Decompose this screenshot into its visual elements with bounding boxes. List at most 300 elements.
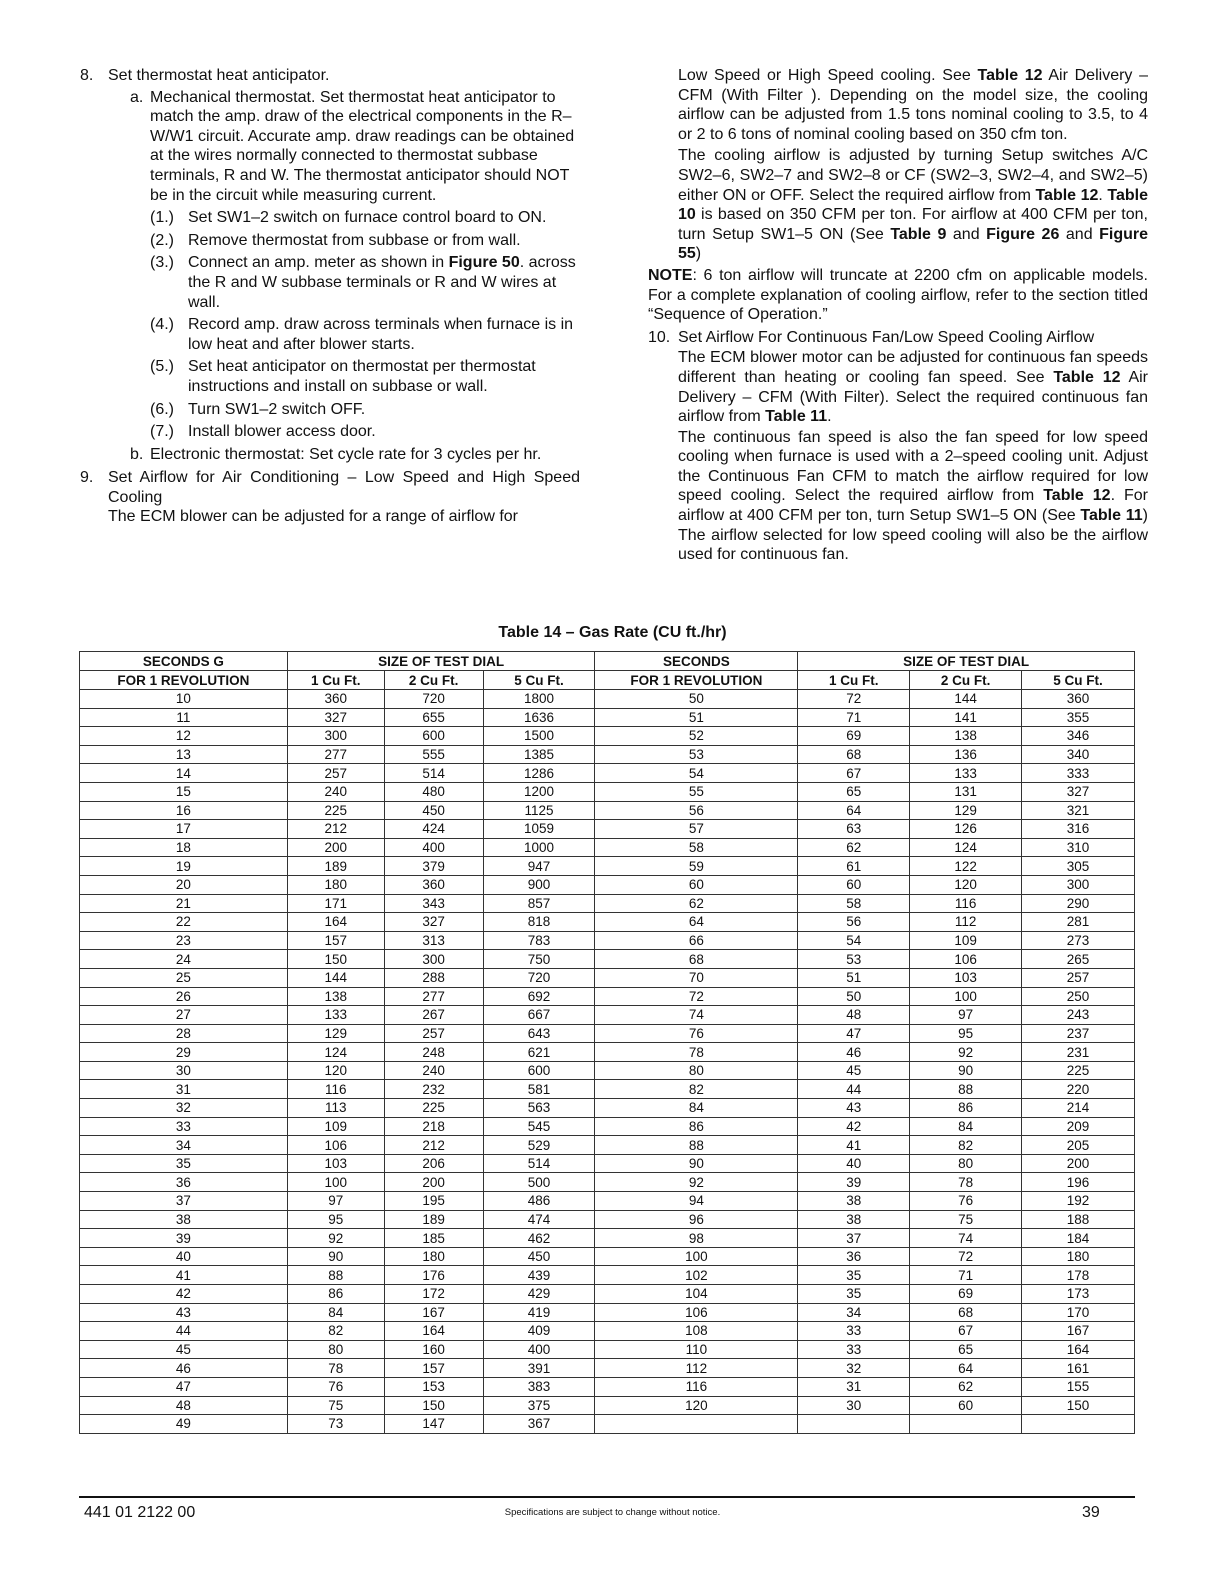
table-cell: 333: [1022, 764, 1135, 783]
table-cell: 355: [1022, 708, 1135, 727]
table-cell: 185: [384, 1229, 483, 1248]
table-cell: 100: [595, 1247, 798, 1266]
table-cell: 106: [910, 950, 1022, 969]
table-cell: 72: [798, 690, 910, 709]
header-cell: 2 Cu Ft.: [910, 671, 1022, 690]
table-cell: 14: [80, 764, 288, 783]
table-cell: 103: [910, 968, 1022, 987]
table-row: [80, 931, 1135, 950]
table-cell: 84: [595, 1099, 798, 1118]
table-cell: 225: [1022, 1061, 1135, 1080]
table-cell: 360: [287, 690, 384, 709]
table-cell: 35: [798, 1266, 910, 1285]
table-cell: 82: [287, 1322, 384, 1341]
table-cell: 133: [287, 1006, 384, 1025]
item-number: 9.: [80, 469, 94, 487]
table-cell: 58: [595, 838, 798, 857]
table-cell: 90: [910, 1061, 1022, 1080]
table-cell: 60: [910, 1396, 1022, 1415]
table-cell: 360: [384, 875, 483, 894]
table-cell: 11: [80, 708, 288, 727]
table-cell: 288: [384, 968, 483, 987]
table-cell: 53: [798, 950, 910, 969]
figure-ref: Figure 26: [986, 225, 1060, 243]
table-cell: 54: [595, 764, 798, 783]
table-cell: 138: [910, 727, 1022, 746]
table-row: [80, 1322, 1135, 1341]
table-cell: 400: [483, 1340, 595, 1359]
table-cell: 209: [1022, 1117, 1135, 1136]
table-cell: 71: [798, 708, 910, 727]
table-cell: 141: [910, 708, 1022, 727]
table-row: [80, 1043, 1135, 1062]
step-4: [80, 315, 580, 354]
table-cell: 171: [287, 894, 384, 913]
table-cell: 42: [80, 1285, 288, 1304]
table-cell: 310: [1022, 838, 1135, 857]
table-cell: 340: [1022, 745, 1135, 764]
table-cell: 173: [1022, 1285, 1135, 1304]
paragraph: [678, 348, 1148, 426]
table-cell: 1200: [483, 782, 595, 801]
table-cell: 321: [1022, 801, 1135, 820]
table-cell: 1385: [483, 745, 595, 764]
text: The cooling airflow is adjusted by turning Setup switches A/C SW2–6, SW2–7 and SW2–8 or CF (SW2–3, SW2–4, and SW2–5) either ON or OFF. Select the required airflow from: [678, 147, 1148, 204]
table-cell: 106: [595, 1303, 798, 1322]
table-cell: 144: [910, 690, 1022, 709]
table-cell: 192: [1022, 1192, 1135, 1211]
header-cell: FOR 1 REVOLUTION: [80, 671, 288, 690]
table-cell: 196: [1022, 1173, 1135, 1192]
table-cell: 67: [910, 1322, 1022, 1341]
table-cell: 74: [910, 1229, 1022, 1248]
table-cell: 45: [80, 1340, 288, 1359]
header-row: [80, 671, 1135, 690]
table-cell: 69: [798, 727, 910, 746]
table-cell: 96: [595, 1210, 798, 1229]
table-cell: 180: [1022, 1247, 1135, 1266]
table-cell: 50: [595, 690, 798, 709]
table-row: [80, 950, 1135, 969]
table-cell: 15: [80, 782, 288, 801]
table-row: [80, 968, 1135, 987]
table-cell: 900: [483, 875, 595, 894]
table-cell: 10: [80, 690, 288, 709]
table-cell: 147: [384, 1415, 483, 1434]
table-cell: 56: [595, 801, 798, 820]
table-cell: 31: [80, 1080, 288, 1099]
step-1: [80, 208, 580, 228]
table-cell: 104: [595, 1285, 798, 1304]
table-row: [80, 1377, 1135, 1396]
table-cell: 200: [384, 1173, 483, 1192]
table-cell: 100: [287, 1173, 384, 1192]
table-row: [80, 820, 1135, 839]
table-cell: 1286: [483, 764, 595, 783]
table-cell: 367: [483, 1415, 595, 1434]
table-cell: 189: [384, 1210, 483, 1229]
table-cell: 47: [80, 1377, 288, 1396]
table-cell: 643: [483, 1024, 595, 1043]
header-cell: SIZE OF TEST DIAL: [798, 652, 1135, 671]
item-number: 8.: [80, 67, 94, 84]
table-cell: 545: [483, 1117, 595, 1136]
table-cell: 300: [287, 727, 384, 746]
table-cell: 116: [910, 894, 1022, 913]
table-cell: 120: [287, 1061, 384, 1080]
table-row: [80, 894, 1135, 913]
table-cell: 167: [1022, 1322, 1135, 1341]
table-cell: 32: [798, 1359, 910, 1378]
table-cell: 31: [798, 1377, 910, 1396]
table-cell: 409: [483, 1322, 595, 1341]
table-cell: 327: [384, 913, 483, 932]
table-cell: 23: [80, 931, 288, 950]
table-cell: 232: [384, 1080, 483, 1099]
table-row: [80, 1266, 1135, 1285]
header-cell: 1 Cu Ft.: [798, 671, 910, 690]
text: .: [1098, 186, 1108, 204]
table-cell: 383: [483, 1377, 595, 1396]
table-cell: 56: [798, 913, 910, 932]
table-cell: 22: [80, 913, 288, 932]
table-cell: 102: [595, 1266, 798, 1285]
table-cell: 150: [384, 1396, 483, 1415]
table-cell: 947: [483, 857, 595, 876]
table-cell: 514: [483, 1154, 595, 1173]
table-cell: 33: [798, 1322, 910, 1341]
table-cell: 20: [80, 875, 288, 894]
step-number: (1.): [150, 209, 174, 227]
step-text: Record amp. draw across terminals when furnace is in low heat and after blower starts.: [188, 316, 574, 353]
table-ref: Table 12: [977, 67, 1043, 84]
table-cell: 155: [1022, 1377, 1135, 1396]
table-row: [80, 1396, 1135, 1415]
table-cell: 92: [287, 1229, 384, 1248]
table-row: [80, 857, 1135, 876]
table-cell: 184: [1022, 1229, 1135, 1248]
table-cell: 65: [910, 1340, 1022, 1359]
table-cell: 58: [798, 894, 910, 913]
table-cell: 313: [384, 931, 483, 950]
table-cell: 74: [595, 1006, 798, 1025]
table-cell: 231: [1022, 1043, 1135, 1062]
table-cell: 37: [80, 1192, 288, 1211]
table-cell: 19: [80, 857, 288, 876]
table-cell: 273: [1022, 931, 1135, 950]
table-cell: 243: [1022, 1006, 1135, 1025]
table-cell: 68: [910, 1303, 1022, 1322]
step-6: [80, 400, 580, 420]
paragraph: [678, 428, 1148, 565]
table-body: [80, 690, 1135, 1434]
table-cell: 18: [80, 838, 288, 857]
table-cell: 92: [910, 1043, 1022, 1062]
table-cell: 419: [483, 1303, 595, 1322]
table-cell: 136: [910, 745, 1022, 764]
table-cell: 51: [798, 968, 910, 987]
table-cell: 38: [798, 1192, 910, 1211]
list-item-10: [648, 328, 1148, 565]
table-row: [80, 690, 1135, 709]
table-cell: 88: [910, 1080, 1022, 1099]
table-cell: 189: [287, 857, 384, 876]
item-number: 10.: [648, 328, 671, 346]
table-cell: 43: [798, 1099, 910, 1118]
table-cell: 1059: [483, 820, 595, 839]
table-cell: 62: [798, 838, 910, 857]
table-cell: 67: [798, 764, 910, 783]
table-cell: 108: [595, 1322, 798, 1341]
header-cell: SECONDS: [595, 652, 798, 671]
table-row: [80, 745, 1135, 764]
table-cell: 84: [287, 1303, 384, 1322]
header-cell: SIZE OF TEST DIAL: [287, 652, 595, 671]
table-cell: 27: [80, 1006, 288, 1025]
table-cell: 116: [287, 1080, 384, 1099]
table-cell: 240: [384, 1061, 483, 1080]
table-cell: [1022, 1415, 1135, 1434]
table-cell: 80: [287, 1340, 384, 1359]
table-cell: 450: [384, 801, 483, 820]
table-cell: 72: [595, 987, 798, 1006]
table-cell: 150: [287, 950, 384, 969]
table-cell: 68: [798, 745, 910, 764]
table-ref: Table 9: [890, 225, 947, 243]
table-cell: 391: [483, 1359, 595, 1378]
text: and: [1059, 225, 1100, 243]
table-cell: 43: [80, 1303, 288, 1322]
table-cell: 1800: [483, 690, 595, 709]
table-cell: 500: [483, 1173, 595, 1192]
table-cell: 305: [1022, 857, 1135, 876]
table-cell: 90: [287, 1247, 384, 1266]
table-cell: 200: [1022, 1154, 1135, 1173]
table-cell: 24: [80, 950, 288, 969]
table-cell: 277: [287, 745, 384, 764]
table-cell: 188: [1022, 1210, 1135, 1229]
table-row: [80, 1247, 1135, 1266]
table-row: [80, 764, 1135, 783]
table-row: [80, 838, 1135, 857]
table-cell: 450: [483, 1247, 595, 1266]
table-cell: 97: [910, 1006, 1022, 1025]
text: Low Speed or High Speed cooling. See: [678, 67, 978, 84]
footer-disclaimer: Specifications are subject to change without notice.: [504, 1507, 721, 1518]
item-text: The ECM blower can be adjusted for a range of airflow for: [108, 508, 518, 526]
table-cell: 45: [798, 1061, 910, 1080]
subitem-text: Mechanical thermostat. Set thermostat heat anticipator to match the amp. draw of the electrical components in the R–W/W1 circuit. Accurate amp. draw readings can be obtained at the wires normally connected to thermostat subbase terminals, R and W. The thermostat anticipator should NOT be in the circuit while measuring current.: [150, 88, 575, 204]
table-cell: 600: [483, 1061, 595, 1080]
table-cell: 240: [287, 782, 384, 801]
table-cell: 195: [384, 1192, 483, 1211]
table-cell: 555: [384, 745, 483, 764]
table-cell: 69: [910, 1285, 1022, 1304]
step-number: (6.): [150, 400, 174, 418]
table-cell: 818: [483, 913, 595, 932]
table-cell: 48: [798, 1006, 910, 1025]
table-cell: 26: [80, 987, 288, 1006]
table-cell: 327: [287, 708, 384, 727]
table-cell: 153: [384, 1377, 483, 1396]
subitem-label: b.: [130, 445, 144, 463]
step-text: Connect an amp. meter as shown in: [188, 254, 449, 272]
table-cell: 51: [595, 708, 798, 727]
right-column: [648, 66, 1148, 565]
table-cell: 206: [384, 1154, 483, 1173]
table-cell: 529: [483, 1136, 595, 1155]
table-row: [80, 1061, 1135, 1080]
table-cell: 343: [384, 894, 483, 913]
table-ref: Table 10: [678, 186, 1149, 224]
table-cell: 90: [595, 1154, 798, 1173]
table-cell: 106: [287, 1136, 384, 1155]
paragraph: [648, 66, 1148, 144]
table-row: [80, 1359, 1135, 1378]
table-cell: 277: [384, 987, 483, 1006]
table-row: [80, 708, 1135, 727]
table-cell: 116: [595, 1377, 798, 1396]
table-cell: 581: [483, 1080, 595, 1099]
table-cell: 60: [595, 875, 798, 894]
table-cell: 36: [80, 1173, 288, 1192]
table-cell: 225: [287, 801, 384, 820]
table-cell: 480: [384, 782, 483, 801]
table-cell: 109: [910, 931, 1022, 950]
table-cell: 41: [798, 1136, 910, 1155]
table-cell: 621: [483, 1043, 595, 1062]
table-cell: 42: [798, 1117, 910, 1136]
table-row: [80, 1136, 1135, 1155]
table-cell: 46: [798, 1043, 910, 1062]
table-row: [80, 1192, 1135, 1211]
table-cell: 212: [384, 1136, 483, 1155]
table-cell: [595, 1415, 798, 1434]
table-cell: 82: [910, 1136, 1022, 1155]
gas-rate-table: [79, 651, 1135, 1434]
table-cell: 486: [483, 1192, 595, 1211]
item-title: Set Airflow for Air Conditioning – Low Speed and High Speed Cooling: [108, 469, 580, 506]
step-number: (2.): [150, 231, 174, 249]
table-cell: 57: [595, 820, 798, 839]
header-cell: 2 Cu Ft.: [384, 671, 483, 690]
header-cell: 1 Cu Ft.: [287, 671, 384, 690]
table-cell: 80: [910, 1154, 1022, 1173]
subitem-a: [80, 88, 580, 206]
table-cell: 97: [287, 1192, 384, 1211]
table-cell: 316: [1022, 820, 1135, 839]
table-cell: 16: [80, 801, 288, 820]
table-cell: 38: [798, 1210, 910, 1229]
table-cell: 29: [80, 1043, 288, 1062]
step-text: Remove thermostat from subbase or from wall.: [188, 231, 521, 249]
table-row: [80, 1173, 1135, 1192]
table-cell: 34: [798, 1303, 910, 1322]
table-cell: 692: [483, 987, 595, 1006]
table-cell: 60: [798, 875, 910, 894]
text: . For airflow at 400 CFM per ton, turn Setup SW1–5 ON (See: [678, 487, 1148, 525]
table-cell: 35: [798, 1285, 910, 1304]
table-row: [80, 1099, 1135, 1118]
table-cell: 124: [287, 1043, 384, 1062]
table-cell: 88: [595, 1136, 798, 1155]
table-cell: 346: [1022, 727, 1135, 746]
step-text: Install blower access door.: [188, 423, 376, 441]
table-cell: 35: [80, 1154, 288, 1173]
table-cell: 220: [1022, 1080, 1135, 1099]
table-cell: 39: [80, 1229, 288, 1248]
table-cell: 109: [287, 1117, 384, 1136]
subitem-label: a.: [130, 88, 144, 106]
table-cell: 214: [1022, 1099, 1135, 1118]
header-cell: FOR 1 REVOLUTION: [595, 671, 798, 690]
table-cell: 78: [287, 1359, 384, 1378]
table-cell: 150: [1022, 1396, 1135, 1415]
table-cell: 1636: [483, 708, 595, 727]
table-row: [80, 1080, 1135, 1099]
table-cell: 46: [80, 1359, 288, 1378]
table-cell: 13: [80, 745, 288, 764]
table-cell: 95: [287, 1210, 384, 1229]
table-cell: 267: [384, 1006, 483, 1025]
table-cell: 257: [1022, 968, 1135, 987]
header-row: [80, 652, 1135, 671]
table-cell: 327: [1022, 782, 1135, 801]
table-cell: 53: [595, 745, 798, 764]
table-cell: 157: [384, 1359, 483, 1378]
table-cell: 667: [483, 1006, 595, 1025]
table-cell: 41: [80, 1266, 288, 1285]
table-cell: 28: [80, 1024, 288, 1043]
table-cell: 170: [1022, 1303, 1135, 1322]
table-ref: Table 12: [1043, 487, 1111, 505]
table-row: [80, 1340, 1135, 1359]
table-ref: Table 11: [765, 408, 828, 426]
table-cell: 52: [595, 727, 798, 746]
table-cell: 17: [80, 820, 288, 839]
table-cell: 49: [80, 1415, 288, 1434]
table-cell: 281: [1022, 913, 1135, 932]
table-cell: 113: [287, 1099, 384, 1118]
table-cell: 750: [483, 950, 595, 969]
table-cell: 21: [80, 894, 288, 913]
table-cell: 32: [80, 1099, 288, 1118]
table-cell: 39: [798, 1173, 910, 1192]
step-number: (4.): [150, 316, 174, 334]
table-cell: 66: [595, 931, 798, 950]
table-cell: 47: [798, 1024, 910, 1043]
step-5: [80, 357, 580, 396]
figure-ref: Figure 55: [678, 225, 1149, 263]
table-cell: 563: [483, 1099, 595, 1118]
table-cell: 129: [910, 801, 1022, 820]
text: .: [827, 408, 832, 426]
table-cell: 161: [1022, 1359, 1135, 1378]
table-cell: 720: [483, 968, 595, 987]
table-row: [80, 987, 1135, 1006]
table-cell: 474: [483, 1210, 595, 1229]
item-title: Set thermostat heat anticipator.: [108, 67, 330, 84]
table-cell: 164: [384, 1322, 483, 1341]
step-text: Set SW1–2 switch on furnace control board to ON.: [188, 209, 547, 227]
subitem-text: Electronic thermostat: Set cycle rate for 3 cycles per hr.: [150, 445, 542, 463]
table-cell: 63: [798, 820, 910, 839]
text: Air Delivery – CFM (With Filter ). Depending on the model size, the cooling airflow can be adjusted from 1.5 tons nominal cooling to 3.5, to 4 or 2 to 6 tons of nominal cooling based on 350 cfm ton.: [678, 67, 1149, 143]
text: ): [695, 245, 702, 263]
table-cell: 33: [80, 1117, 288, 1136]
table-cell: 76: [595, 1024, 798, 1043]
text: The continuous fan speed is also the fan speed for low speed cooling when furnace is used with a 2–speed cooling unit. Adjust the Continuous Fan CFM to match the airflow required for low speed cooling. Select the required airflow from: [678, 428, 1148, 505]
